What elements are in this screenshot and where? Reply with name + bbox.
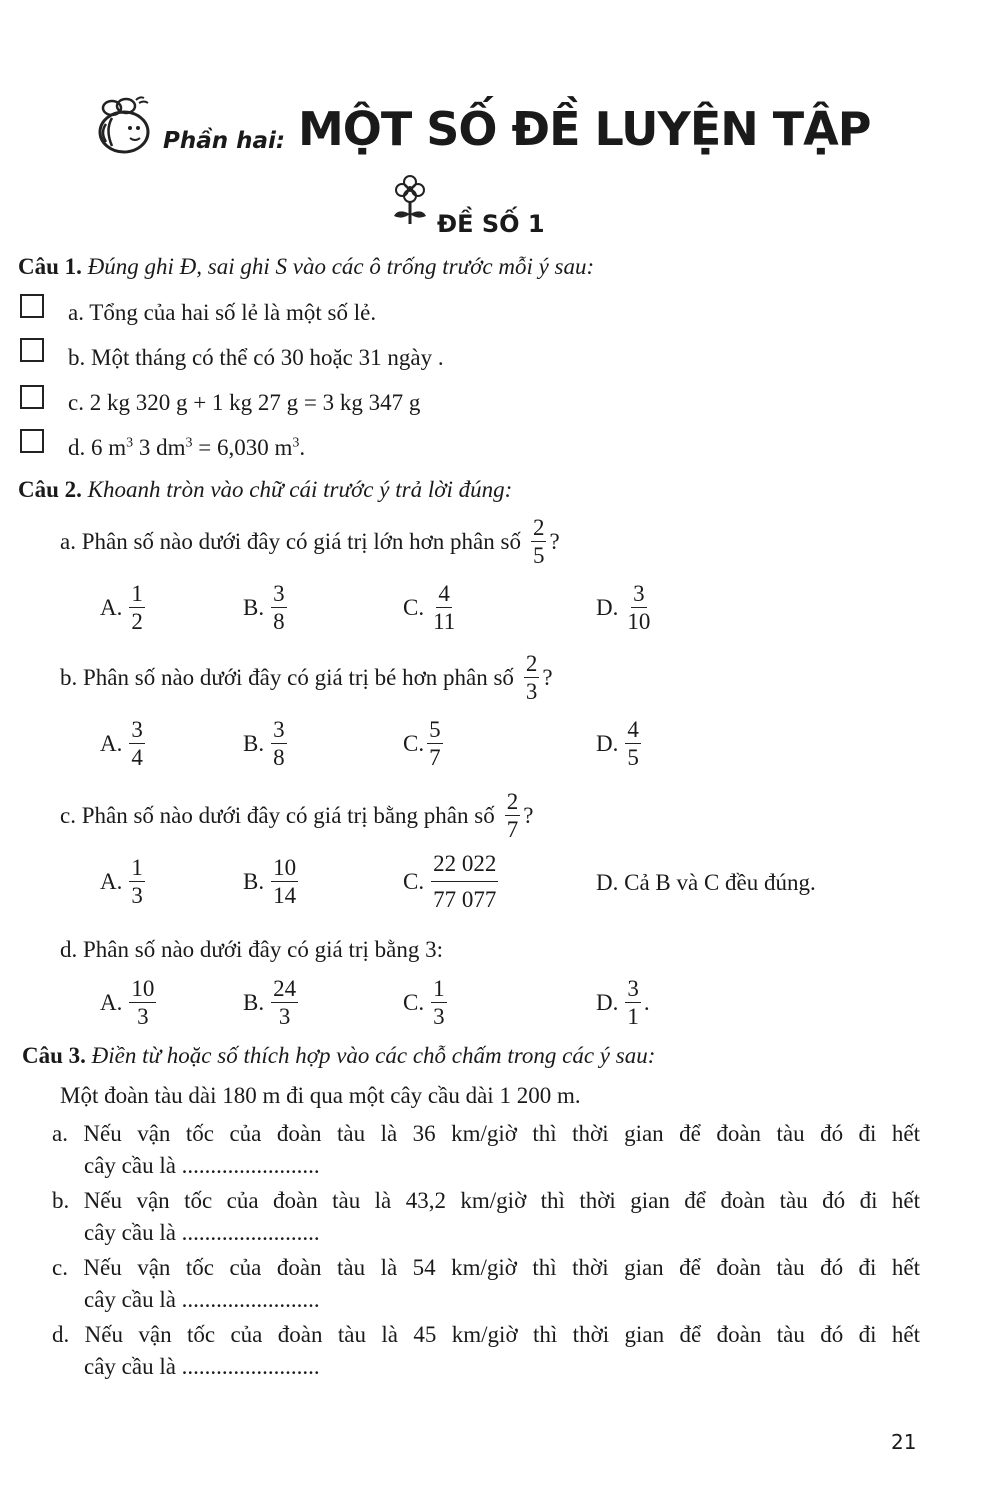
- q2d-option-c[interactable]: C. $\frac{1}{3}$: [403, 976, 445, 1029]
- q2-heading: Câu 2. Khoanh tròn vào chữ cái trước ý trả lời đúng:: [18, 477, 513, 502]
- q3-item-d: d. Nếu vận tốc của đoàn tàu là 45 km/giờ thì thời gian để đoàn tàu đó đi hết: [52, 1322, 920, 1347]
- q3-answer-a[interactable]: cây cầu là ........................: [84, 1153, 320, 1178]
- q2b-option-c[interactable]: C. $\frac{5}{7}$: [403, 717, 441, 770]
- q2d-question: d. Phân số nào dưới đây có giá trị bằng 3:: [60, 937, 443, 962]
- q2b-option-a[interactable]: A. $\frac{3}{4}$: [100, 717, 143, 770]
- page-number: 21: [891, 1430, 917, 1454]
- q3-heading: Câu 3. Điền từ hoặc số thích hợp vào các chỗ chấm trong các ý sau:: [22, 1043, 656, 1068]
- q2c-option-d[interactable]: D. Cả B và C đều đúng.: [596, 870, 816, 895]
- q2d-option-d[interactable]: D. $\frac{3}{1}$ .: [596, 976, 650, 1029]
- q2b-option-d[interactable]: D. $\frac{4}{5}$: [596, 717, 639, 770]
- q2c-question: c. Phân số nào dưới đây có giá trị bằng phân số $\frac{2}{7}$ ?: [60, 789, 534, 842]
- q2a-question: a. Phân số nào dưới đây có giá trị lớn hơn phân số $\frac{2}{5}$ ?: [60, 515, 560, 568]
- q1-item-a: a. Tổng của hai số lẻ là một số lẻ.: [68, 300, 377, 325]
- q3-item-b: b. Nếu vận tốc của đoàn tàu là 43,2 km/giờ thì thời gian để đoàn tàu đó đi hết: [52, 1188, 920, 1213]
- q2d-option-a[interactable]: A. $\frac{10}{3}$: [100, 976, 155, 1029]
- q1-item-b: b. Một tháng có thể có 30 hoặc 31 ngày .: [68, 345, 444, 370]
- q2b-option-b[interactable]: B. $\frac{3}{8}$: [243, 717, 285, 770]
- part-prefix: Phần hai:: [163, 128, 286, 154]
- q2c-option-a[interactable]: A. $\frac{1}{3}$: [100, 855, 143, 908]
- answer-box-b[interactable]: [20, 338, 44, 362]
- exam-title: ĐỀ SỐ 1: [437, 210, 545, 238]
- q3-item-c: c. Nếu vận tốc của đoàn tàu là 54 km/giờ thì thời gian để đoàn tàu đó đi hết: [52, 1255, 920, 1280]
- answer-box-d[interactable]: [20, 429, 44, 453]
- bee-icon: [92, 94, 162, 158]
- q2c-option-c[interactable]: C. $\frac{22 022}{77 077}$: [403, 851, 497, 912]
- q2a-option-a[interactable]: A. $\frac{1}{2}$: [100, 581, 143, 634]
- answer-box-a[interactable]: [20, 294, 44, 318]
- q2a-option-d[interactable]: D. $\frac{3}{10}$: [596, 581, 651, 634]
- q2a-option-b[interactable]: B. $\frac{3}{8}$: [243, 581, 285, 634]
- q3-answer-d[interactable]: cây cầu là ........................: [84, 1354, 320, 1379]
- q1-heading: Câu 1. Đúng ghi Đ, sai ghi S vào các ô trống trước mỗi ý sau:: [18, 254, 595, 279]
- flower-icon: [390, 174, 430, 226]
- q2d-option-b[interactable]: B. $\frac{24}{3}$: [243, 976, 297, 1029]
- fraction: $\frac{2}{7}$: [506, 789, 519, 842]
- q2c-option-b[interactable]: B. $\frac{10}{14}$: [243, 855, 297, 908]
- q3-intro: Một đoàn tàu dài 180 m đi qua một cây cầu dài 1 200 m.: [60, 1083, 581, 1108]
- q1-item-c: c. 2 kg 320 g + 1 kg 27 g = 3 kg 347 g: [68, 390, 421, 415]
- q3-answer-c[interactable]: cây cầu là ........................: [84, 1287, 320, 1312]
- part-title: MỘT SỐ ĐỀ LUYỆN TẬP: [298, 102, 871, 156]
- q1-item-d: d. 6 $m^3$ 3 $dm^3 = 6,030$ $m^3$.: [68, 435, 306, 460]
- fraction: $\frac{2}{3}$: [525, 651, 538, 704]
- q3-answer-b[interactable]: cây cầu là ........................: [84, 1220, 320, 1245]
- q2b-question: b. Phân số nào dưới đây có giá trị bé hơn phân số $\frac{2}{3}$ ?: [60, 651, 553, 704]
- answer-box-c[interactable]: [20, 385, 44, 409]
- q3-item-a: a. Nếu vận tốc của đoàn tàu là 36 km/giờ thì thời gian để đoàn tàu đó đi hết: [52, 1121, 920, 1146]
- q2a-option-c[interactable]: C. $\frac{4}{11}$: [403, 581, 456, 634]
- fraction: $\frac{2}{5}$: [532, 515, 545, 568]
